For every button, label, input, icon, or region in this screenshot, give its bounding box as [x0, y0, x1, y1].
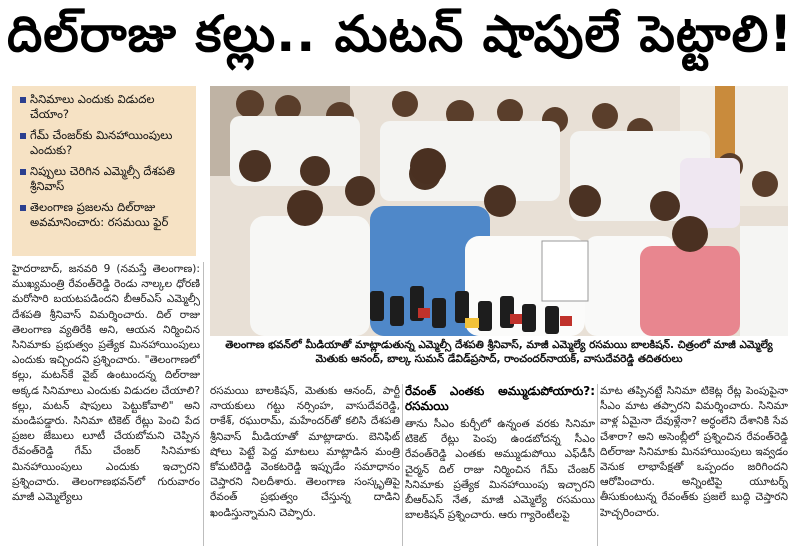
highlight-item — [20, 92, 190, 122]
highlight-text: గేమ్ చేంజర్‌కు మినహాయింపులు ఎందుకు? — [30, 128, 173, 157]
press-meet-photo — [210, 86, 788, 336]
highlights-box — [12, 86, 196, 256]
highlight-item — [20, 128, 190, 158]
column-divider — [203, 262, 204, 546]
article-column-2: రసమయి బాలకిషన్, మెతుకు ఆనంద్, పార్టీ నాయకులు గట్టు నర్సింహ, వాసుదేవరెడ్డి, రాకేశ్, రఘురామ్, మహేందర్‌తో కలిసి దేశపతి శ్రీనివాస్ మీడియాతో మాట్లాడారు. బెనిఫిట్ షోలు పెట్టే పెద్ద మాటలు మాట్లాడిన మంత్రి కోమటిరెడ్డి వెంకటరెడ్డి ఇప్పుడేం సమాధానం చెప్తారని నిలదీశారు. తెలంగాణ సంస్కృతిపై రేవంత్ ప్రభుత్వం చేస్తున్న దాడిని ఖండిస్తున్నామని చెప్పారు. — [210, 385, 400, 519]
press-meet-illustration — [210, 86, 788, 336]
article-column-1: హైదరాబాద్, జనవరి 9 (నమస్తే తెలంగాణ): ముఖ్యమంత్రి రేవంత్‌రెడ్డి రెండు నాల్కల ధోరణి మరోసారి బయటపడిందని బీఆర్‌ఎస్ ఎమ్మెల్సీ దేశపతి శ్రీనివాస్ విమర్శించారు. దిల్ రాజు తెలంగాణ వ్యతిరేకి అని, ఆయన నిర్మించిన సినిమాకు ప్రభుత్వం ప్రత్యేక మినహాయింపులు ఎందుకు ఇచ్చిందని ప్రశ్నించారు. "తెలంగాణలో కల్లు, మటన్‌కే వైబ్ ఉంటుందన్న దిల్‌రాజు అక్కడ సినిమాలు ఎందుకు విడుదల చేయాలి? కల్లు, మటన్ షాపులు పెట్టుకోవాలి" అని మండిపడ్డారు. సినిమా టికెట్ రేట్లు పెంచి పేద ప్రజల జేబులు లూటీ చేయబోమని చెప్పిన రేవంత్‌రెడ్డి గేమ్ చేంజర్ సినిమాకు మినహాయింపులు ఎందుకు ఇచ్చారని ప్రశ్నించారు. తెలంగాణభవన్‌లో గురువారం మాజీ ఎమ్మెల్యేలు — [12, 263, 200, 504]
article-column-4: మాట తప్పినట్టే సినిమా టికెట్ల రేట్ల పెంపుపైనా సీఎం మాట తప్పారని విమర్శించారు. సినిమా వాళ్ల ఏమైనా దేవుళ్లేనా? అర్ధంలేని దేశానికి సేవ చేశారా? అని అసెంబ్లీలో ప్రశ్నించిన రేవంత్‌రెడ్డి దిల్‌రాజు సినిమాకు మినహాయింపులు ఇవ్వడం వెనుక లాభాపేక్షతో ఒప్పందం జరిగిందని ఆరోపించారు. అన్నింటిపై యూటర్న్ తీసుకుంటున్న రేవంత్‌కు ప్రజలే బుద్ధి చెప్తారని హెచ్చరించారు. — [600, 385, 788, 519]
column-divider — [402, 384, 403, 546]
article-column-3 — [405, 384, 595, 546]
highlight-text: నిప్పులు చెరిగిన ఎమ్మెల్సీ దేశపతి శ్రీనివాస్ — [30, 164, 176, 193]
highlight-text: తెలంగాణ ప్రజలను దిల్‌రాజు అవమానించారు: రసమయి ఫైర్ — [30, 200, 169, 229]
square-bullet-icon — [20, 205, 26, 211]
square-bullet-icon — [20, 169, 26, 175]
headline: దిల్‌రాజు కల్లు.. మటన్ షాపులే పెట్టాలి! — [6, 4, 794, 63]
highlight-item — [20, 164, 190, 194]
column-divider — [597, 384, 598, 546]
subheading: రేవంత్ ఎంతకు అమ్ముడుపోయారు?: రసమయి — [405, 384, 595, 413]
highlight-text: సినిమాలు ఎందుకు విడుదల చేయాం? — [30, 92, 155, 121]
photo-caption: తెలంగాణ భవన్‌లో మీడియాతో మాట్లాడుతున్న ఎమ్మెల్సీ దేశపతి శ్రీనివాస్, మాజీ ఎమ్మెల్యే రసమయి బాలకిషన్. చిత్రంలో మాజీ ఎమ్మెల్యే మెతుకు ఆనంద్, బాల్క సుమన్ డేవిడ్‌ప్రసాద్, రాంచందర్‌నాయక్, వాసుదేవరెడ్డి తదితరులు — [225, 339, 773, 365]
square-bullet-icon — [20, 97, 26, 103]
square-bullet-icon — [20, 133, 26, 139]
article-column-3-text: తాను సీఎం కుర్చీలో ఉన్నంత వరకు సినిమా టికెట్ రేట్లు పెంపు ఉండబోదన్న సీఎం రేవంత్‌రెడ్డి ఎంతకు అమ్ముడుపోయి ఎఫ్‌డీసీ చైర్మన్ దిల్ రాజు నిర్మించిన గేమ్ చేంజర్ సినిమాకు ప్రత్యేక మినహాయింపు ఇచ్చారని బీఆర్‌ఎస్ నేత, మాజీ ఎమ్మెల్యే రసమయి బాలకిషన్ ప్రశ్నించారు. ఆరు గ్యారెంటీలపై — [405, 418, 595, 522]
highlight-item — [20, 200, 190, 230]
